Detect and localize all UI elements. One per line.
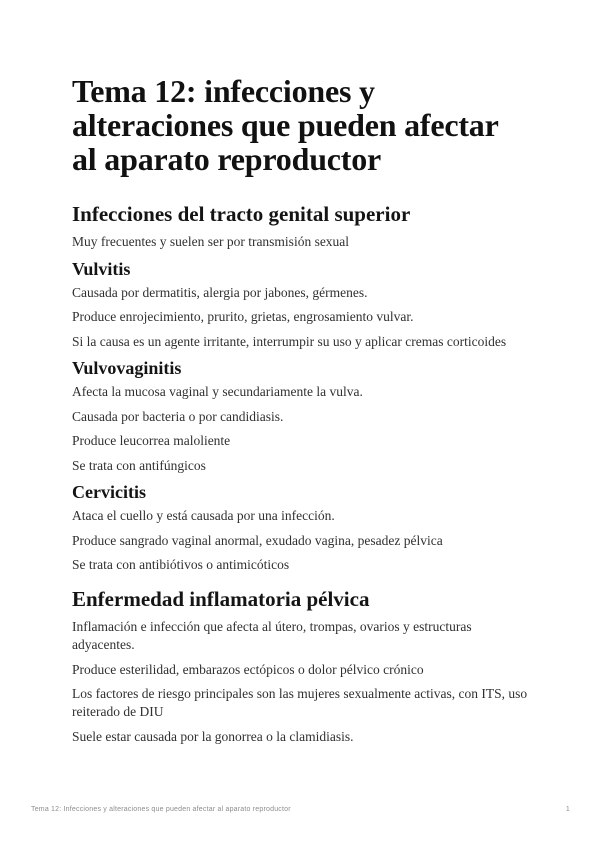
paragraph [72,507,530,525]
paragraph [72,661,530,679]
paragraph-line: Produce sangrado vaginal anormal, exudado vagina, pesadez pélvica [72,532,443,548]
paragraph-line: Inflamación e infección que afecta al útero, trompas, ovarios y estructuras [72,619,472,634]
paragraph [72,532,530,550]
paragraph [72,383,530,401]
paragraph [72,233,530,251]
paragraph-line: Los factores de riesgo principales son las mujeres sexualmente activas, con ITS, uso [72,686,528,701]
paragraph [72,728,530,746]
paragraph [72,556,530,574]
section-heading-vulvitis: Vulvitis [72,258,131,279]
paragraph [72,308,530,326]
paragraph-line: Se trata con antibiótivos o antimicóticos [72,557,290,572]
paragraph [72,618,530,654]
paragraph-line: Muy frecuentes y suelen ser por transmisión sexual [72,234,350,249]
paragraph-line: Afecta la mucosa vaginal y secundariamente la vulva. [72,384,363,399]
footer-document-title: Tema 12: Infecciones y alteraciones que pueden afectar al aparato reproductor [31,806,291,813]
paragraph [72,432,530,450]
paragraph [72,284,530,302]
page-footer [31,806,570,813]
paragraph-line: Se trata con antifúngicos [72,457,206,473]
page-title-line-2: alteraciones que pueden afectar [72,107,499,143]
paragraph-line: Produce enrojecimiento, prurito, grietas, engrosamiento vulvar. [72,309,414,324]
paragraph-line: Produce leucorrea maloliente [72,433,231,448]
footer-page-number: 1 [565,806,570,813]
document-content [72,70,530,752]
section-heading-vulvovaginitis: Vulvovaginitis [72,358,182,378]
page-title-line-3: al aparato reproductor [72,141,382,177]
paragraph-line: Ataca el cuello y está causada por una infección. [72,508,335,523]
page-title [72,70,530,189]
page-title-line-1: Tema 12: infecciones y [72,73,375,109]
paragraph [72,408,530,426]
paragraph-line: Suele estar causada por la gonorrea o la clamidiasis. [72,728,354,744]
paragraph [72,333,530,351]
paragraph-line: adyacentes. [72,637,135,652]
paragraph-line: reiterado de DIU [72,704,164,719]
paragraph-line: Causada por bacteria o por candidiasis. [72,408,284,424]
paragraph [72,685,530,721]
section-heading-enfermedad-inflamatoria-pelvica: Enfermedad inflamatoria pélvica [72,587,370,611]
paragraph-line: Causada por dermatitis, alergia por jabones, gérmenes. [72,284,368,300]
section-heading-cervicitis: Cervicitis [72,482,146,502]
paragraph-line: Si la causa es un agente irritante, interrumpir su uso y aplicar cremas corticoides [72,333,507,349]
paragraph [72,457,530,475]
paragraph-line: Produce esterilidad, embarazos ectópicos o dolor pélvico crónico [72,661,424,677]
section-heading-infecciones-tracto-genital-superior: Infecciones del tracto genital superior [72,202,411,226]
